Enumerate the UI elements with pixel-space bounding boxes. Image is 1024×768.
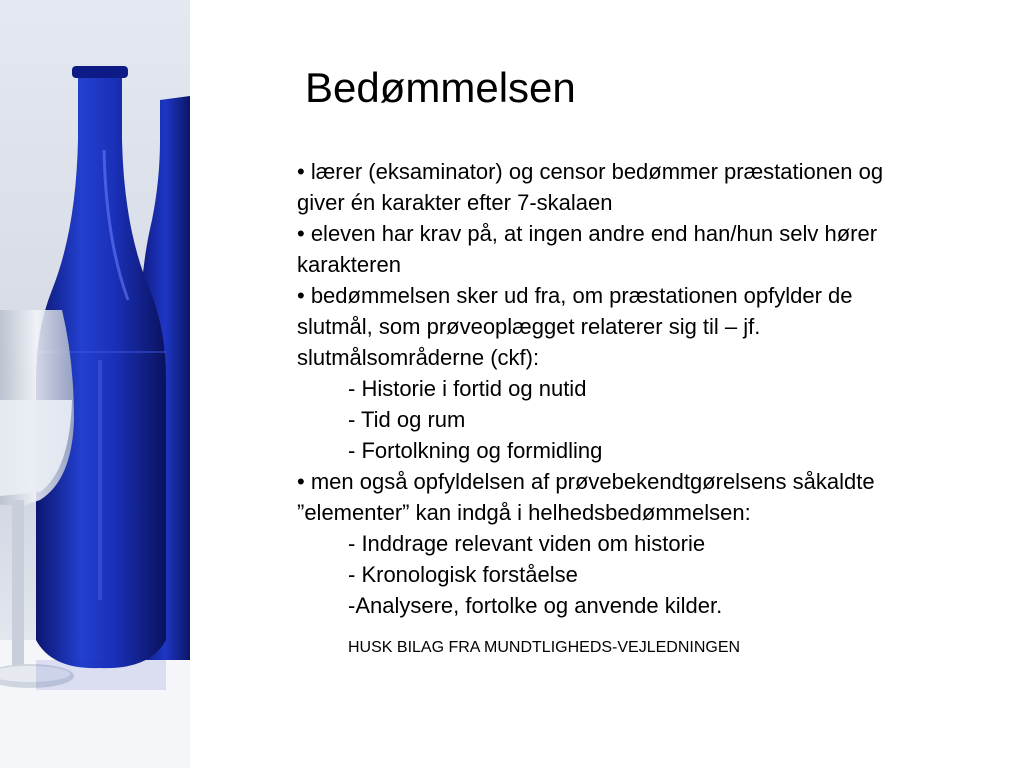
bullet-line: slutmålsområderne (ckf): — [297, 345, 540, 370]
reminder-note: HUSK BILAG FRA MUNDTLIGHEDS-VEJLEDNINGEN — [348, 639, 741, 656]
sub-item-line: - Kronologisk forståelse — [348, 562, 578, 587]
bullet-line: • men også opfyldelsen af prøvebekendtgørelsens såkaldte — [297, 469, 875, 494]
spacer — [297, 621, 997, 638]
bullet-line: • bedømmelsen sker ud fra, om præstationen opfylder de — [297, 283, 853, 308]
bullet-line: • eleven har krav på, at ingen andre end han/hun selv hører — [297, 221, 878, 246]
sub-item-line: - Historie i fortid og nutid — [348, 376, 587, 401]
slide-title: Bedømmelsen — [305, 64, 576, 111]
sub-item-line: - Tid og rum — [348, 407, 466, 432]
bullet-line: slutmål, som prøveoplægget relaterer sig til – jf. — [297, 314, 761, 339]
sub-item-line: - Inddrage relevant viden om historie — [348, 531, 706, 556]
bullet-line: • lærer (eksaminator) og censor bedømmer præstationen og — [297, 159, 884, 184]
blue-bottles-photo-icon — [0, 0, 190, 768]
sub-item-line: -Analysere, fortolke og anvende kilder. — [348, 593, 723, 618]
bullet-line: karakteren — [297, 252, 401, 277]
slide-body — [297, 156, 997, 658]
sub-item-line: - Fortolkning og formidling — [348, 438, 603, 463]
bullet-line: ”elementer” kan indgå i helhedsbedømmelsen: — [297, 500, 751, 525]
bullet-line: giver én karakter efter 7-skalaen — [297, 190, 613, 215]
